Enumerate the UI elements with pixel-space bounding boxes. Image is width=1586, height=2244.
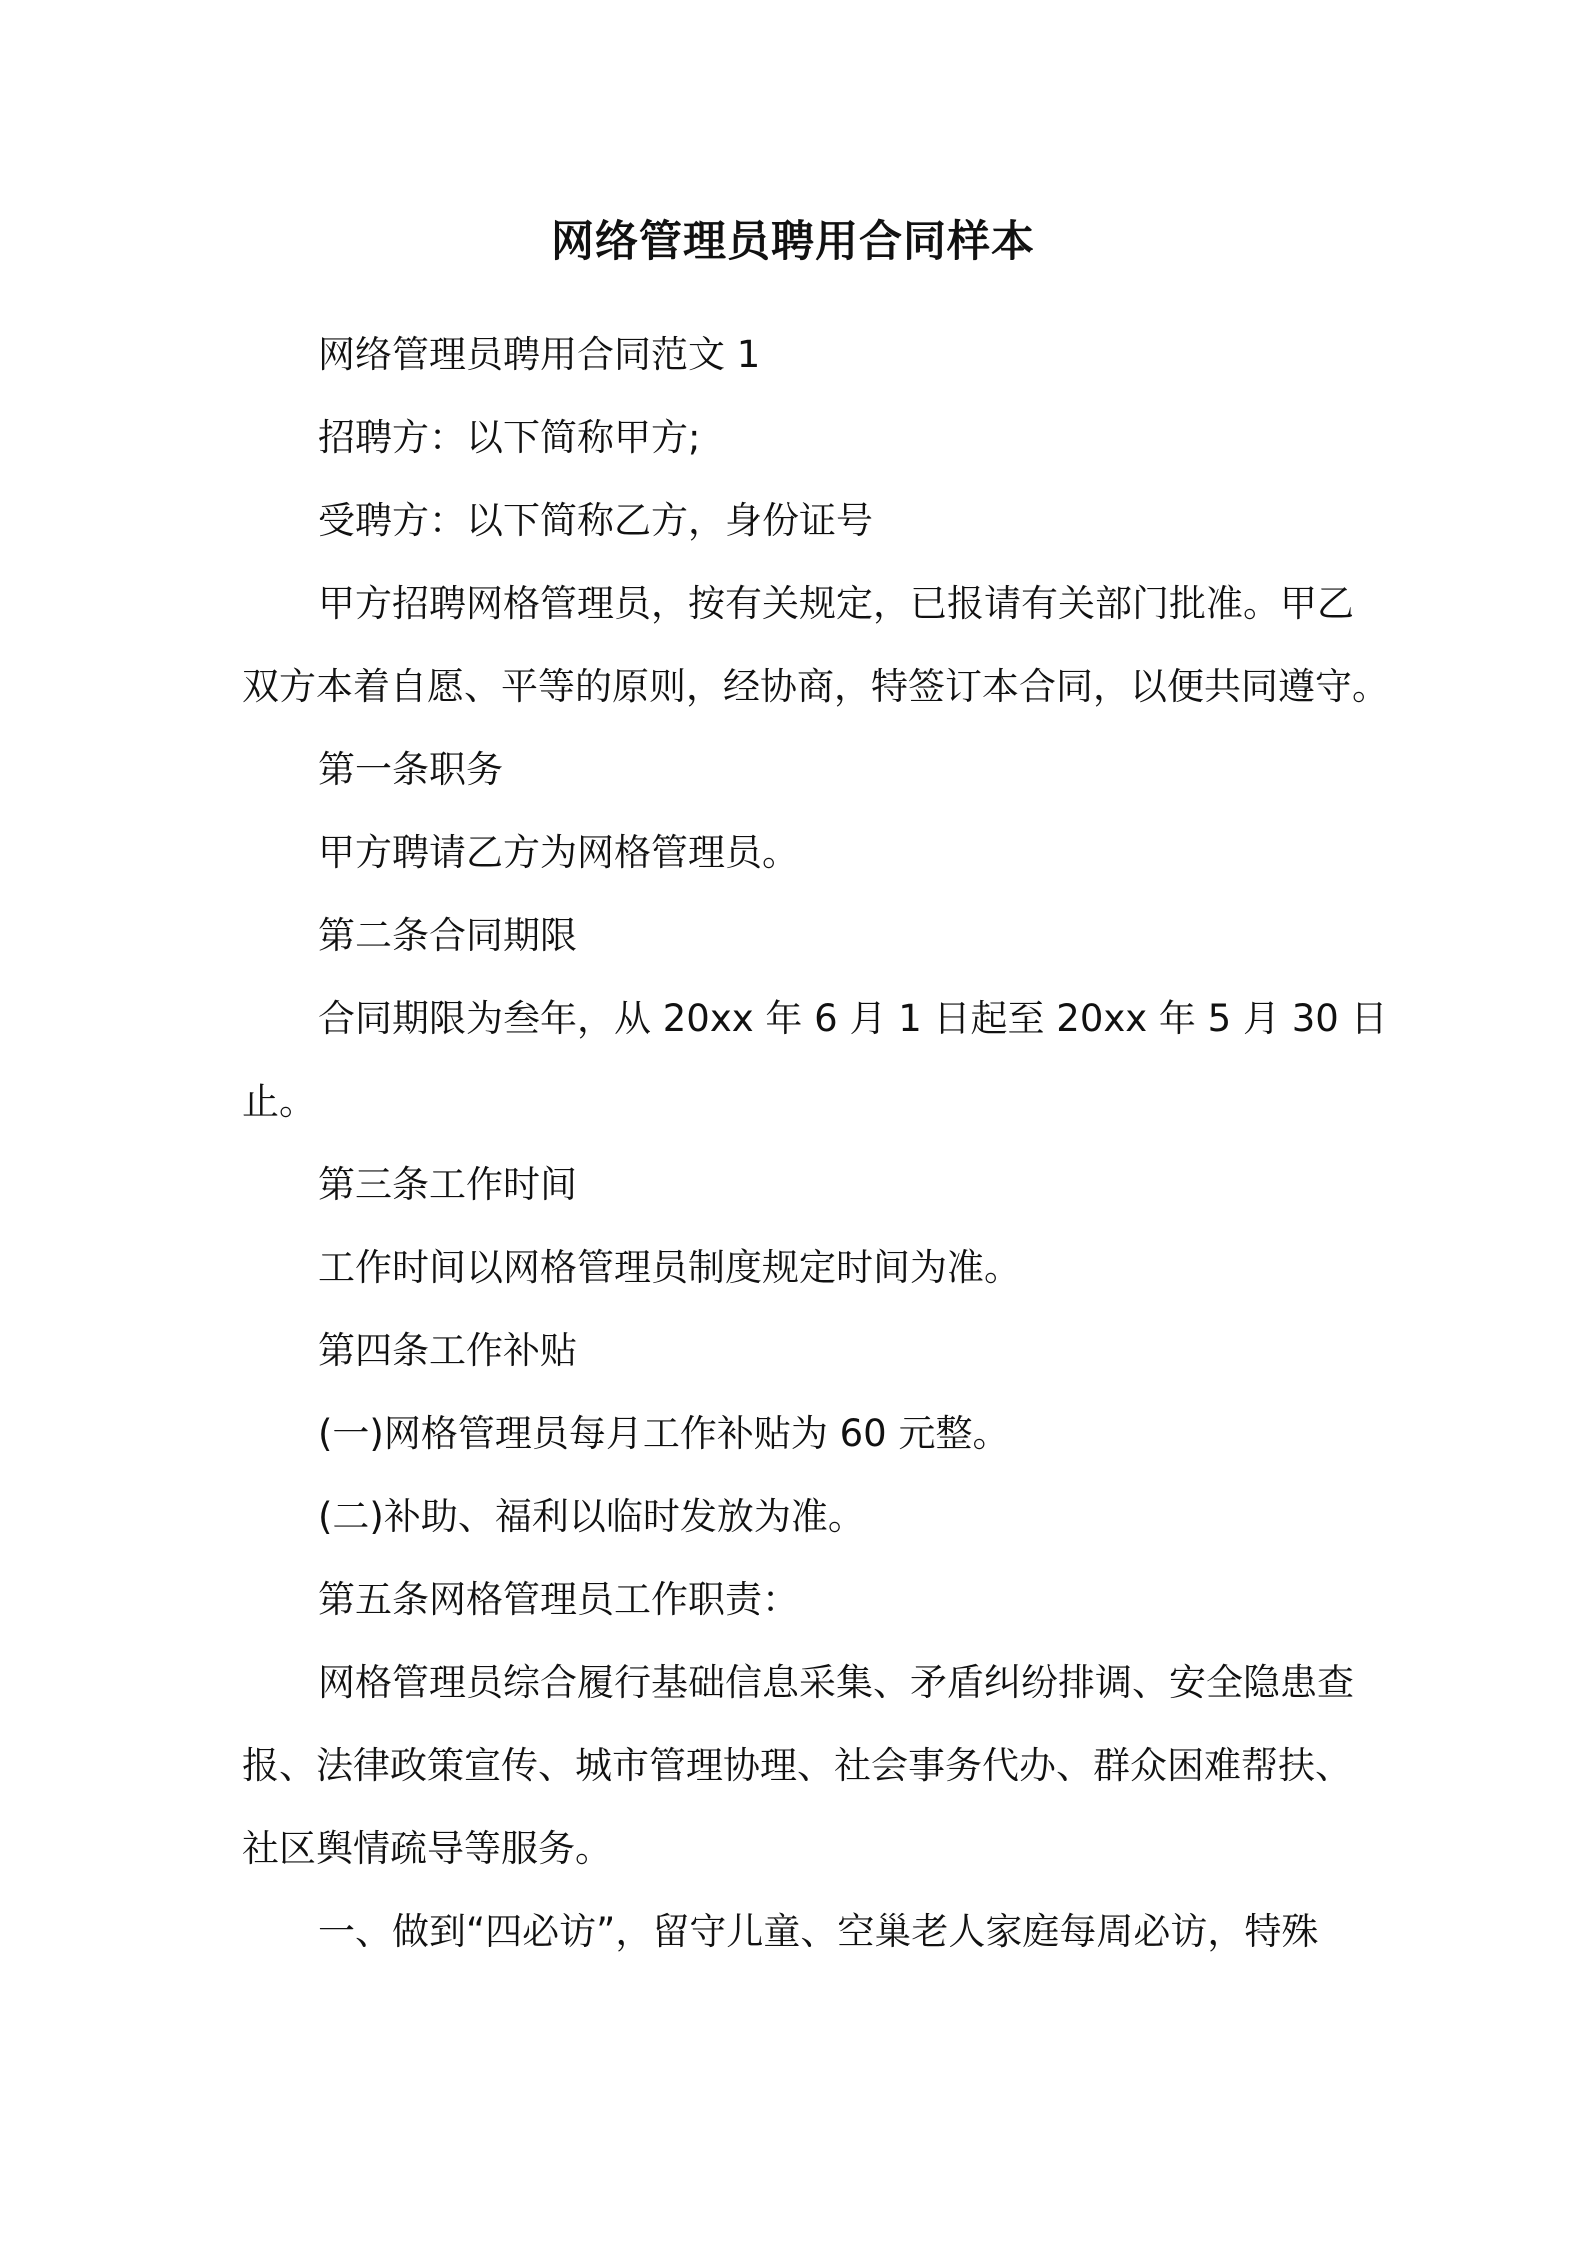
paragraph-line: 第四条工作补贴 <box>318 1329 577 1372</box>
paragraph-line: 第三条工作时间 <box>318 1163 577 1206</box>
paragraph-line: 第一条职务 <box>318 748 503 791</box>
paragraph-line: 网络管理员聘用合同范文 1 <box>318 333 761 376</box>
paragraph-line: 报、法律政策宣传、城市管理协理、社会事务代办、群众困难帮扶、 <box>242 1744 1352 1787</box>
paragraph-line: 网格管理员综合履行基础信息采集、矛盾纠纷排调、安全隐患查 <box>318 1661 1354 1704</box>
paragraph-line: 工作时间以网格管理员制度规定时间为准。 <box>318 1246 1021 1289</box>
paragraph-line: 社区舆情疏导等服务。 <box>242 1827 612 1870</box>
document-title: 网络管理员聘用合同样本 <box>551 217 1035 267</box>
paragraph-line: 止。 <box>242 1080 316 1123</box>
paragraph-line: 一、做到“四必访”，留守儿童、空巢老人家庭每周必访，特殊 <box>318 1910 1319 1953</box>
paragraph-line: 甲方招聘网格管理员，按有关规定，已报请有关部门批准。甲乙 <box>318 582 1354 625</box>
paragraph-line: 合同期限为叁年，从 20xx 年 6 月 1 日起至 20xx 年 5 月 30 日 <box>318 997 1388 1040</box>
paragraph-line: (二)补助、福利以临时发放为准。 <box>318 1495 865 1538</box>
paragraph-line: 甲方聘请乙方为网格管理员。 <box>318 831 799 874</box>
paragraph-line: 受聘方：以下简称乙方，身份证号 <box>318 499 873 542</box>
paragraph-line: (一)网格管理员每月工作补贴为 60 元整。 <box>318 1412 1010 1455</box>
paragraph-line: 招聘方：以下简称甲方; <box>318 416 701 459</box>
paragraph-line: 第二条合同期限 <box>318 914 577 957</box>
paragraph-line: 双方本着自愿、平等的原则，经协商，特签订本合同，以便共同遵守。 <box>242 665 1389 708</box>
paragraph-line: 第五条网格管理员工作职责： <box>318 1578 799 1621</box>
